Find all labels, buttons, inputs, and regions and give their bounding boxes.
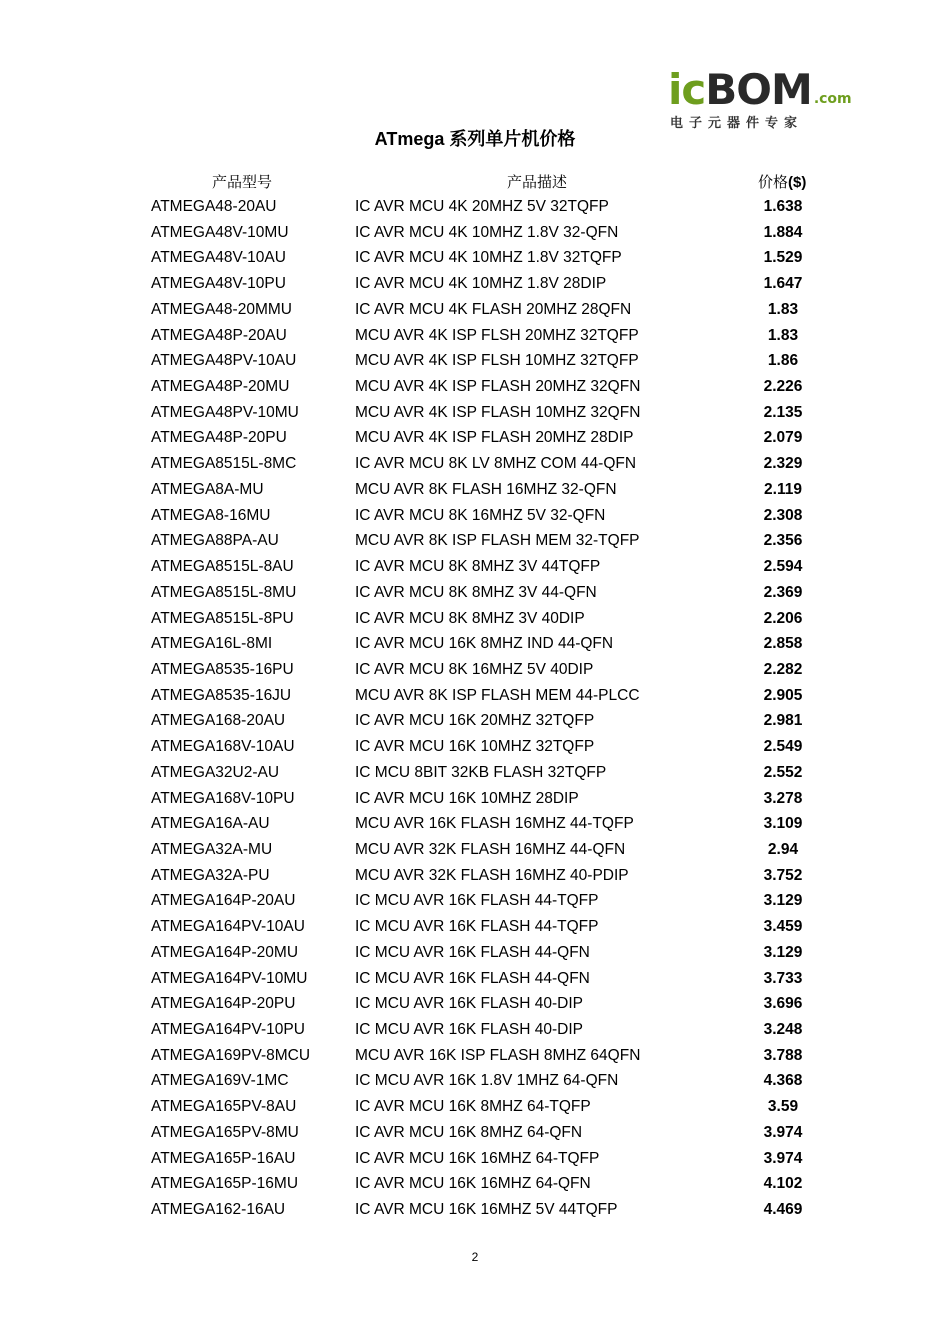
- part-description: IC AVR MCU 16K 16MHZ 5V 44TQFP: [355, 1201, 618, 1219]
- table-row: [0, 1171, 950, 1197]
- part-description: IC AVR MCU 8K 8MHZ 3V 44TQFP: [355, 558, 601, 576]
- header-description: 产品描述: [507, 173, 568, 191]
- part-description: IC AVR MCU 4K FLASH 20MHZ 28QFN: [355, 300, 632, 318]
- table-row: [0, 1017, 950, 1043]
- part-description: IC AVR MCU 16K 16MHZ 64-QFN: [355, 1175, 591, 1193]
- part-price: 3.733: [763, 969, 803, 987]
- part-number: ATMEGA48P-20AU: [151, 326, 287, 344]
- table-row: [0, 966, 950, 992]
- part-number: ATMEGA8515L-8PU: [151, 609, 294, 627]
- part-number: ATMEGA168-20AU: [151, 712, 286, 730]
- part-description: IC AVR MCU 4K 10MHZ 1.8V 32-QFN: [355, 223, 619, 241]
- part-price: 2.858: [763, 635, 803, 653]
- part-number: ATMEGA16L-8MI: [151, 635, 273, 653]
- table-row: [0, 503, 950, 529]
- table-row: [0, 837, 950, 863]
- part-price: 2.282: [763, 660, 803, 678]
- page-number: 2: [471, 1250, 479, 1264]
- header-price-label: 价格: [758, 173, 789, 191]
- part-number: ATMEGA48P-20MU: [151, 378, 290, 396]
- part-number: ATMEGA48PV-10MU: [151, 403, 299, 421]
- part-description: IC MCU AVR 16K FLASH 44-QFN: [355, 969, 590, 987]
- part-description: IC AVR MCU 4K 10MHZ 1.8V 28DIP: [355, 275, 607, 293]
- logo-ic: ic: [668, 65, 706, 114]
- logo-bom: BOM: [705, 65, 812, 114]
- part-description: IC MCU 8BIT 32KB FLASH 32TQFP: [355, 763, 607, 781]
- header-part: 产品型号: [212, 173, 273, 191]
- part-price: 3.248: [763, 1021, 803, 1038]
- part-price: 2.226: [763, 378, 803, 396]
- part-number: ATMEGA48V-10AU: [151, 249, 286, 267]
- part-price: 3.696: [763, 995, 803, 1013]
- part-number: ATMEGA48P-20PU: [151, 429, 287, 447]
- table-row: [0, 477, 950, 503]
- table-row: [0, 400, 950, 426]
- part-price: 3.278: [763, 789, 803, 807]
- table-row: [0, 425, 950, 451]
- part-description: MCU AVR 32K FLASH 16MHZ 40-PDIP: [355, 866, 629, 884]
- part-description: MCU AVR 8K FLASH 16MHZ 32-QFN: [355, 480, 617, 498]
- part-price: 1.86: [767, 352, 799, 370]
- part-description: IC AVR MCU 4K 10MHZ 1.8V 32TQFP: [355, 249, 622, 267]
- table-row: [0, 245, 950, 271]
- part-price: 4.368: [763, 1072, 803, 1090]
- part-price: 3.788: [763, 1046, 803, 1064]
- part-number: ATMEGA8A-MU: [151, 480, 264, 498]
- table-row: [0, 708, 950, 734]
- part-number: ATMEGA8515L-8AU: [151, 558, 294, 576]
- part-number: ATMEGA164PV-10AU: [151, 918, 305, 936]
- part-description: IC AVR MCU 4K 20MHZ 5V 32TQFP: [355, 198, 609, 215]
- icbom-logo: [668, 65, 852, 131]
- logo-tagline: 电子元器件专家: [670, 116, 804, 131]
- price-table: [0, 194, 950, 1223]
- part-price: 2.329: [763, 455, 803, 473]
- table-row: [0, 580, 950, 606]
- part-price: 4.102: [763, 1175, 803, 1193]
- part-number: ATMEGA8515L-8MU: [151, 583, 297, 601]
- part-description: MCU AVR 4K ISP FLASH 10MHZ 32QFN: [355, 403, 641, 421]
- table-row: [0, 811, 950, 837]
- part-number: ATMEGA165P-16AU: [151, 1149, 296, 1167]
- table-row: [0, 1197, 950, 1223]
- part-description: MCU AVR 4K ISP FLASH 20MHZ 28DIP: [355, 429, 634, 447]
- part-number: ATMEGA169V-1MC: [151, 1072, 289, 1090]
- part-price: 2.206: [763, 609, 803, 627]
- table-row: [0, 194, 950, 220]
- part-price: 2.356: [763, 532, 803, 550]
- page-title: ATmega 系列单片机价格: [374, 129, 576, 149]
- table-row: [0, 1146, 950, 1172]
- part-number: ATMEGA8535-16PU: [151, 660, 294, 678]
- part-number: ATMEGA8535-16JU: [151, 686, 292, 704]
- table-row: [0, 683, 950, 709]
- part-number: ATMEGA48-20MMU: [151, 300, 292, 318]
- part-description: IC AVR MCU 16K 8MHZ 64-TQFP: [355, 1098, 591, 1116]
- part-number: ATMEGA48PV-10AU: [151, 352, 297, 370]
- part-description: MCU AVR 16K ISP FLASH 8MHZ 64QFN: [355, 1046, 641, 1064]
- part-description: IC AVR MCU 8K 8MHZ 3V 40DIP: [355, 609, 585, 627]
- part-number: ATMEGA164PV-10MU: [151, 969, 308, 987]
- table-row: [0, 348, 950, 374]
- part-price: 3.109: [763, 815, 803, 833]
- part-price: 2.905: [763, 686, 803, 704]
- part-description: IC AVR MCU 16K 10MHZ 32TQFP: [355, 738, 595, 756]
- part-description: MCU AVR 32K FLASH 16MHZ 44-QFN: [355, 840, 626, 858]
- part-price: 2.135: [763, 403, 803, 421]
- part-description: IC AVR MCU 8K 8MHZ 3V 44-QFN: [355, 583, 597, 601]
- part-number: ATMEGA168V-10PU: [151, 789, 295, 807]
- part-description: IC AVR MCU 16K 16MHZ 64-TQFP: [355, 1149, 600, 1167]
- table-row: [0, 374, 950, 400]
- part-price: 1.83: [767, 326, 799, 344]
- part-description: IC AVR MCU 16K 20MHZ 32TQFP: [355, 712, 595, 730]
- part-description: IC MCU AVR 16K 1.8V 1MHZ 64-QFN: [355, 1072, 619, 1090]
- part-price: 1.529: [763, 249, 803, 267]
- part-price: 3.459: [763, 918, 803, 936]
- part-description: MCU AVR 16K FLASH 16MHZ 44-TQFP: [355, 815, 634, 833]
- part-number: ATMEGA8-16MU: [151, 506, 271, 524]
- part-price: 1.83: [767, 300, 799, 318]
- part-description: IC AVR MCU 16K 8MHZ IND 44-QFN: [355, 635, 614, 653]
- part-number: ATMEGA164PV-10PU: [151, 1021, 305, 1038]
- part-number: ATMEGA48V-10PU: [151, 275, 286, 293]
- part-description: IC MCU AVR 16K FLASH 44-QFN: [355, 943, 590, 961]
- table-row: [0, 940, 950, 966]
- part-number: ATMEGA32U2-AU: [151, 763, 280, 781]
- part-number: ATMEGA8515L-8MC: [151, 455, 297, 473]
- table-row: [0, 606, 950, 632]
- part-price: 2.119: [764, 480, 802, 498]
- part-description: MCU AVR 4K ISP FLSH 20MHZ 32TQFP: [355, 326, 639, 344]
- part-description: IC MCU AVR 16K FLASH 40-DIP: [355, 1021, 583, 1038]
- part-number: ATMEGA165PV-8AU: [151, 1098, 297, 1116]
- table-row: [0, 528, 950, 554]
- table-row: [0, 1068, 950, 1094]
- part-price: 4.469: [763, 1201, 803, 1219]
- table-row: [0, 657, 950, 683]
- part-price: 3.752: [763, 866, 803, 884]
- part-price: 2.308: [763, 506, 803, 524]
- part-number: ATMEGA48V-10MU: [151, 223, 289, 241]
- part-price: 1.884: [763, 223, 803, 241]
- part-price: 3.974: [763, 1123, 803, 1141]
- part-description: IC MCU AVR 16K FLASH 44-TQFP: [355, 892, 599, 910]
- part-number: ATMEGA32A-PU: [151, 866, 270, 884]
- table-row: [0, 1094, 950, 1120]
- part-number: ATMEGA165P-16MU: [151, 1175, 299, 1193]
- table-row: [0, 1043, 950, 1069]
- part-number: ATMEGA32A-MU: [151, 840, 273, 858]
- part-number: ATMEGA169PV-8MCU: [151, 1046, 311, 1064]
- logo-com: .com: [813, 91, 852, 107]
- part-price: 2.594: [763, 558, 803, 576]
- part-price: 2.981: [763, 712, 803, 730]
- header-price: [758, 171, 806, 192]
- part-description: IC AVR MCU 16K 8MHZ 64-QFN: [355, 1123, 583, 1141]
- table-row: [0, 786, 950, 812]
- part-number: ATMEGA164P-20PU: [151, 995, 296, 1013]
- part-description: IC MCU AVR 16K FLASH 40-DIP: [355, 995, 583, 1013]
- table-row: [0, 271, 950, 297]
- part-price: 3.129: [763, 892, 803, 910]
- part-price: 2.079: [763, 429, 803, 447]
- part-number: ATMEGA16A-AU: [151, 815, 270, 833]
- part-description: MCU AVR 8K ISP FLASH MEM 44-PLCC: [355, 686, 640, 704]
- part-description: IC AVR MCU 8K 16MHZ 5V 32-QFN: [355, 506, 606, 524]
- part-description: IC AVR MCU 8K LV 8MHZ COM 44-QFN: [355, 455, 637, 473]
- table-row: [0, 863, 950, 889]
- part-number: ATMEGA88PA-AU: [151, 532, 279, 550]
- part-price: 2.552: [763, 763, 803, 781]
- table-row: [0, 760, 950, 786]
- part-description: IC AVR MCU 16K 10MHZ 28DIP: [355, 789, 579, 807]
- part-price: 2.549: [763, 738, 803, 756]
- table-row: [0, 323, 950, 349]
- part-price: 1.638: [763, 198, 803, 215]
- header-price-unit: ($): [788, 174, 807, 191]
- table-row: [0, 451, 950, 477]
- part-description: IC MCU AVR 16K FLASH 44-TQFP: [355, 918, 599, 936]
- part-price: 3.59: [767, 1098, 799, 1116]
- part-price: 2.369: [763, 583, 803, 601]
- part-price: 2.94: [767, 840, 799, 858]
- part-description: MCU AVR 4K ISP FLSH 10MHZ 32TQFP: [355, 352, 639, 370]
- table-row: [0, 297, 950, 323]
- part-price: 3.974: [763, 1149, 803, 1167]
- part-number: ATMEGA162-16AU: [151, 1201, 286, 1219]
- part-number: ATMEGA164P-20AU: [151, 892, 296, 910]
- table-row: [0, 888, 950, 914]
- table-row: [0, 914, 950, 940]
- part-price: 1.647: [763, 275, 803, 293]
- logo-mark: [668, 65, 852, 114]
- table-row: [0, 220, 950, 246]
- part-number: ATMEGA48-20AU: [151, 198, 277, 215]
- part-description: MCU AVR 8K ISP FLASH MEM 32-TQFP: [355, 532, 640, 550]
- table-row: [0, 554, 950, 580]
- part-price: 3.129: [763, 943, 803, 961]
- table-row: [0, 991, 950, 1017]
- part-number: ATMEGA168V-10AU: [151, 738, 295, 756]
- table-row: [0, 1120, 950, 1146]
- table-row: [0, 631, 950, 657]
- table-row: [0, 734, 950, 760]
- part-description: MCU AVR 4K ISP FLASH 20MHZ 32QFN: [355, 378, 641, 396]
- part-description: IC AVR MCU 8K 16MHZ 5V 40DIP: [355, 660, 594, 678]
- part-number: ATMEGA164P-20MU: [151, 943, 299, 961]
- part-number: ATMEGA165PV-8MU: [151, 1123, 299, 1141]
